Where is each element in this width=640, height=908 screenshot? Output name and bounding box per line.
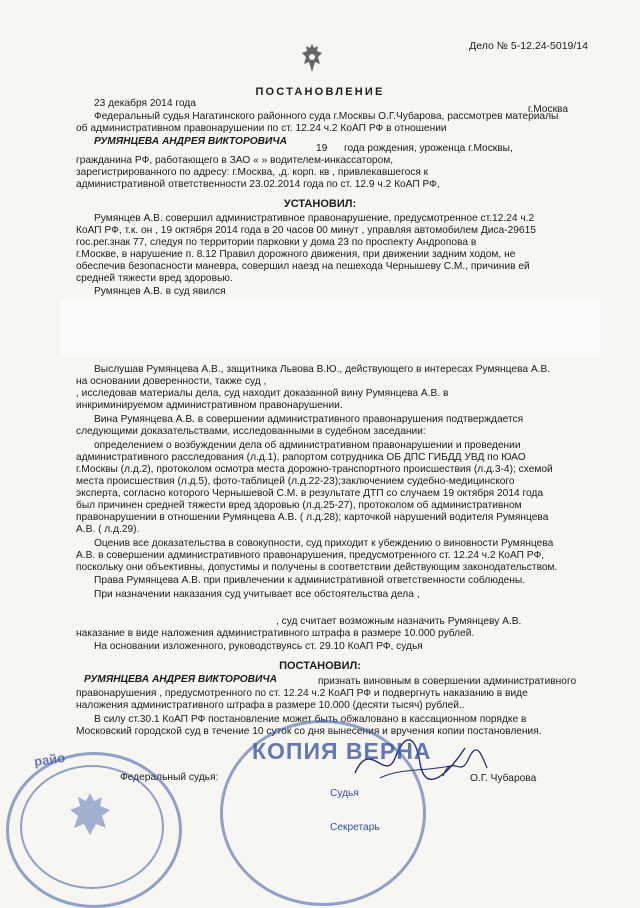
- guilt-line-2: следующими доказательствами, исследованными в судебном заседании:: [76, 426, 426, 437]
- assessment-line-2: А.В. в совершении административного правонарушения, предусмотренного ст. 12.24 ч.2 КоАП РФ,: [76, 550, 545, 561]
- penalty-line-2: наказание в виде наложения административного штрафа в размере 10.000 рублей.: [76, 628, 475, 639]
- redacted-block: [60, 300, 600, 358]
- copy-judge-label: Судья: [330, 788, 359, 799]
- heard-line-4: инкриминируемом административном правонарушении.: [76, 400, 343, 411]
- seal-left-text: райо: [33, 749, 67, 770]
- ruled-line-5: Московский городской суд в течение 10 суток со дня вынесения и вручения копии постановления.: [76, 726, 542, 737]
- established-heading: УСТАНОВИЛ:: [283, 198, 357, 210]
- document-title: ПОСТАНОВЛЕНИЕ: [255, 86, 385, 98]
- guilt-line-9: правонарушении в отношении Румянцева А.В. ( л.д.28); карточкой нарушений водителя Румянцева: [76, 512, 549, 523]
- guilt-line-7: эксперта, согласно которого Чернышевой С.М. в результате ДТП со случаем 19 октября 2014 года: [76, 488, 544, 499]
- guilt-line-6: места происшествия (л.д.5), фото-таблицей (л.д.22-23);заключением судебно-медицинского: [76, 476, 515, 487]
- intro-line-5: зарегистрированного по адресу: г.Москва, ,д. корп. кв , привлекавшегося к: [76, 167, 429, 178]
- judge-name: О.Г. Чубарова: [470, 773, 537, 784]
- guilt-line-3: определением о возбуждении дела об административном правонарушении и проведении: [94, 440, 521, 451]
- intro-line-6: административной ответственности 23.02.2014 года по ст. 12.9 ч.2 КоАП РФ,: [76, 179, 440, 190]
- established-line-6: средней тяжести вред здоровью.: [76, 273, 233, 284]
- assessment-line-3: поскольку они объективны, допустимы и получены в соответствии действующим законодательством.: [76, 562, 558, 573]
- defendant-name: РУМЯНЦЕВА АНДРЕЯ ВИКТОРОВИЧА: [94, 136, 287, 147]
- established-line-2: КоАП РФ, т.к. он , 19 октября 2014 года в 20 часов 00 минут , управляя автомобилем Диса-29615: [76, 225, 536, 236]
- coat-of-arms-icon: [300, 42, 324, 76]
- heard-line-3: , исследовав материалы дела, суд находит доказанной вину Румянцева А.В. в: [76, 388, 449, 399]
- assessment-line-1: Оценив все доказательства в совокупности, суд приходит к убеждению о виновности Румянцева: [94, 538, 554, 549]
- copy-secretary-label: Секретарь: [330, 822, 380, 833]
- decision-city: г.Москва: [527, 104, 568, 115]
- circumstances-line: При назначении наказания суд учитывает все обстоятельства дела ,: [94, 589, 420, 600]
- birth-info: года рождения, уроженца г.Москвы,: [344, 143, 513, 154]
- ruled-heading: ПОСТАНОВИЛ:: [279, 660, 361, 672]
- guilt-line-1: Вина Румянцева А.В. в совершении административного правонарушения подтверждается: [94, 414, 524, 425]
- seal-eagle-icon: [65, 788, 115, 838]
- ruled-line-2: правонарушения , предусмотренного по ст. 12.24 ч.2 КоАП РФ и подвергнуть наказанию в виде: [76, 688, 528, 699]
- intro-line-2: об административном правонарушении по ст. 12.24 ч.2 КоАП РФ в отношении: [76, 123, 447, 134]
- heard-line-2: на основании доверенности, также суд ,: [76, 376, 267, 387]
- established-line-5: обеспечив безопасности маневра, совершил наезд на пешехода Чернышеву С.М., причинив ей: [76, 261, 530, 272]
- judge-label: Федеральный судья:: [120, 772, 219, 783]
- guilt-line-10: А.В. ( л.д.29).: [76, 524, 140, 535]
- guilt-line-4: административного расследования (л.д.1), рапортом сотрудника ОБ ДПС ГИБДД УВД по ЮАО: [76, 452, 526, 463]
- guilt-line-5: г.Москвы (л.д.2), протоколом осмотра места дорожно-транспортного происшествия (л.д.3-4); схемой: [76, 464, 553, 475]
- intro-line-1: Федеральный судья Нагатинского районного суда г.Москвы О.Г.Чубарова, рассмотрев материалы: [94, 111, 559, 122]
- ruled-line-3: наложения административного штрафа в размере 10.000 (десяти тысяч) рублей..: [76, 700, 465, 711]
- intro-line-4: гражданина РФ, работающего в ЗАО « » водителем-инкассатором,: [76, 155, 394, 166]
- copy-stamp-text: КОПИЯ ВЕРНА: [252, 738, 432, 764]
- case-number: Дело № 5-12.24-5019/14: [469, 40, 588, 52]
- penalty-line-1: , суд считает возможным назначить Румянцеву А.В.: [276, 616, 522, 627]
- decision-date: 23 декабря 2014 года: [94, 98, 196, 109]
- rights-line: Права Румянцева А.В. при привлечении к административной ответственности соблюдены.: [94, 575, 526, 586]
- guilt-line-8: был причинен средней тяжести вред здоровью (л.д.25-27), протоколом об административном: [76, 500, 522, 511]
- heard-line-1: Выслушав Румянцева А.В., защитника Львова В.Ю., действующего в интересах Румянцева А.В.: [94, 364, 551, 375]
- established-line-4: г.Москве, в нарушение п. 8.12 Правил дорожного движения, при движении задним ходом, не: [76, 249, 516, 260]
- appeared-line: Румянцев А.В. в суд явился: [94, 286, 226, 297]
- copy-signature: [440, 748, 490, 783]
- penalty-line-3: На основании изложенного, руководствуясь ст. 29.10 КоАП РФ, судья: [94, 641, 423, 652]
- established-line-1: Румянцев А.В. совершил административное правонарушение, предусмотренное ст.12.24 ч.2: [94, 213, 535, 224]
- ruled-line-4: В силу ст.30.1 КоАП РФ постановление может быть обжаловано в кассационном порядке в: [94, 714, 527, 725]
- ruled-line-1: признать виновным в совершении административного: [318, 676, 577, 687]
- established-line-3: гос.рег.знак 77, следуя по территории парковки у дома 23 по проспекту Андропова в: [76, 237, 477, 248]
- ruled-name: РУМЯНЦЕВА АНДРЕЯ ВИКТОРОВИЧА: [84, 674, 277, 685]
- birth-year: 19: [316, 143, 328, 154]
